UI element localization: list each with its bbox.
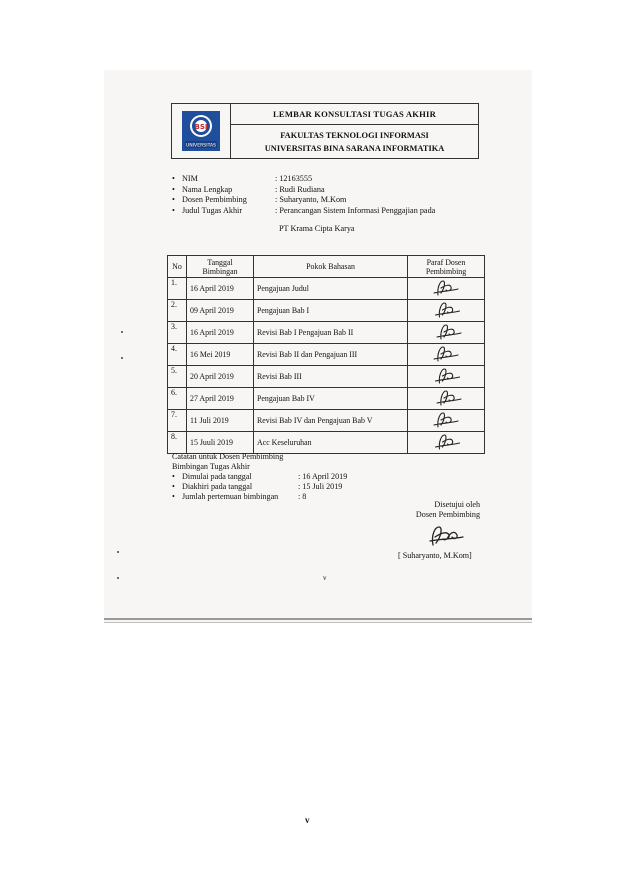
supervisor-name: [ Suharyanto, M.Kom]	[398, 551, 472, 560]
scan-dot	[117, 551, 119, 553]
scan-page-mark: v	[323, 574, 327, 582]
cell-paraf	[408, 278, 485, 300]
university-logo	[172, 104, 231, 158]
paraf-signature-icon	[429, 432, 463, 451]
approval-line1: Disetujui oleh	[434, 500, 480, 509]
cell-date: 11 Juli 2019	[187, 410, 254, 432]
cell-no: 2.	[168, 300, 187, 322]
cell-paraf	[408, 344, 485, 366]
cell-date: 16 April 2019	[187, 278, 254, 300]
cell-no: 1.	[168, 278, 187, 300]
info-row: • NIM : 12163555	[172, 174, 313, 183]
notes-item: • Diakhiri pada tanggal : 15 Juli 2019	[172, 482, 343, 491]
paraf-signature-icon	[429, 300, 463, 319]
notes-item: • Jumlah pertemuan bimbingan : 8	[172, 492, 307, 501]
paraf-signature-icon	[429, 322, 463, 341]
cell-date: 09 April 2019	[187, 300, 254, 322]
scan-dot	[117, 577, 119, 579]
col-tanggal: Tanggal Bimbingan	[187, 256, 254, 278]
cell-topic: Revisi Bab II dan Pengajuan III	[254, 344, 408, 366]
cell-topic: Pengajuan Judul	[254, 278, 408, 300]
svg-text:UNIVERSITAS: UNIVERSITAS	[185, 143, 217, 149]
cell-topic: Revisi Bab I Pengajuan Bab II	[254, 322, 408, 344]
paraf-signature-icon	[429, 278, 463, 297]
paraf-signature-icon	[429, 366, 463, 385]
cell-no: 6.	[168, 388, 187, 410]
table-row	[168, 344, 485, 366]
university-name: UNIVERSITAS BINA SARANA INFORMATIKA	[264, 143, 445, 153]
cell-date: 27 April 2019	[187, 388, 254, 410]
table-row	[168, 366, 485, 388]
col-paraf: Paraf Dosen Pembimbing	[408, 256, 485, 278]
page-number-mark: v	[305, 815, 310, 825]
thesis-title-continuation: PT Krama Cipta Karya	[279, 224, 355, 233]
table-row	[168, 432, 485, 454]
ubsi-logo-icon	[181, 110, 221, 152]
info-row: • Nama Lengkap : Rudi Rudiana	[172, 184, 325, 194]
student-info	[172, 174, 435, 216]
paraf-signature-icon	[429, 410, 463, 429]
cell-paraf	[408, 322, 485, 344]
table-row	[168, 300, 485, 322]
table-row	[168, 388, 485, 410]
cell-topic: Acc Keseluruhan	[254, 432, 408, 454]
approval-line2: Dosen Pembimbing	[415, 510, 480, 519]
notes-item: • Dimulai pada tanggal : 16 April 2019	[172, 472, 348, 481]
cell-date: 15 Juuli 2019	[187, 432, 254, 454]
consultation-table	[167, 255, 485, 454]
cell-topic: Pengajuan Bab I	[254, 300, 408, 322]
info-row: • Dosen Pembimbing : Suharyanto, M.Kom	[172, 195, 347, 205]
scan-dot	[121, 357, 123, 359]
form-title: LEMBAR KONSULTASI TUGAS AKHIR	[231, 104, 478, 125]
cell-date: 16 April 2019	[187, 322, 254, 344]
approval-block	[380, 500, 480, 520]
cell-no: 5.	[168, 366, 187, 388]
paraf-signature-icon	[429, 344, 463, 363]
cell-no: 7.	[168, 410, 187, 432]
cell-paraf	[408, 388, 485, 410]
cell-paraf	[408, 432, 485, 454]
paraf-signature-icon	[429, 388, 463, 407]
faculty-name: FAKULTAS TEKNOLOGI INFORMASI	[280, 130, 429, 140]
table-header-row	[168, 256, 485, 278]
table-row	[168, 278, 485, 300]
cell-no: 3.	[168, 322, 187, 344]
cell-date: 20 April 2019	[187, 366, 254, 388]
col-pokok-bahasan: Pokok Bahasan	[254, 256, 408, 278]
cell-paraf	[408, 410, 485, 432]
notes-title: Catatan untuk Dosen Pembimbing	[172, 452, 284, 461]
col-no: No	[168, 256, 187, 278]
cell-no: 8.	[168, 432, 187, 454]
cell-no: 4.	[168, 344, 187, 366]
cell-date: 16 Mei 2019	[187, 344, 254, 366]
supervisor-notes	[172, 452, 347, 502]
table-row	[168, 410, 485, 432]
document-header	[171, 103, 479, 159]
cell-topic: Revisi Bab IV dan Pengajuan Bab V	[254, 410, 408, 432]
scan-edge-line	[104, 618, 532, 620]
scan-dot	[121, 331, 123, 333]
cell-topic: Revisi Bab III	[254, 366, 408, 388]
cell-paraf	[408, 366, 485, 388]
cell-topic: Pengajuan Bab IV	[254, 388, 408, 410]
svg-text:BSI: BSI	[194, 123, 208, 131]
supervisor-signature-icon	[425, 523, 465, 549]
notes-subtitle: Bimbingan Tugas Akhir	[172, 462, 250, 471]
table-row	[168, 322, 485, 344]
info-row: • Judul Tugas Akhir : Perancangan Sistem Informasi Penggajian pada	[172, 205, 436, 215]
cell-paraf	[408, 300, 485, 322]
